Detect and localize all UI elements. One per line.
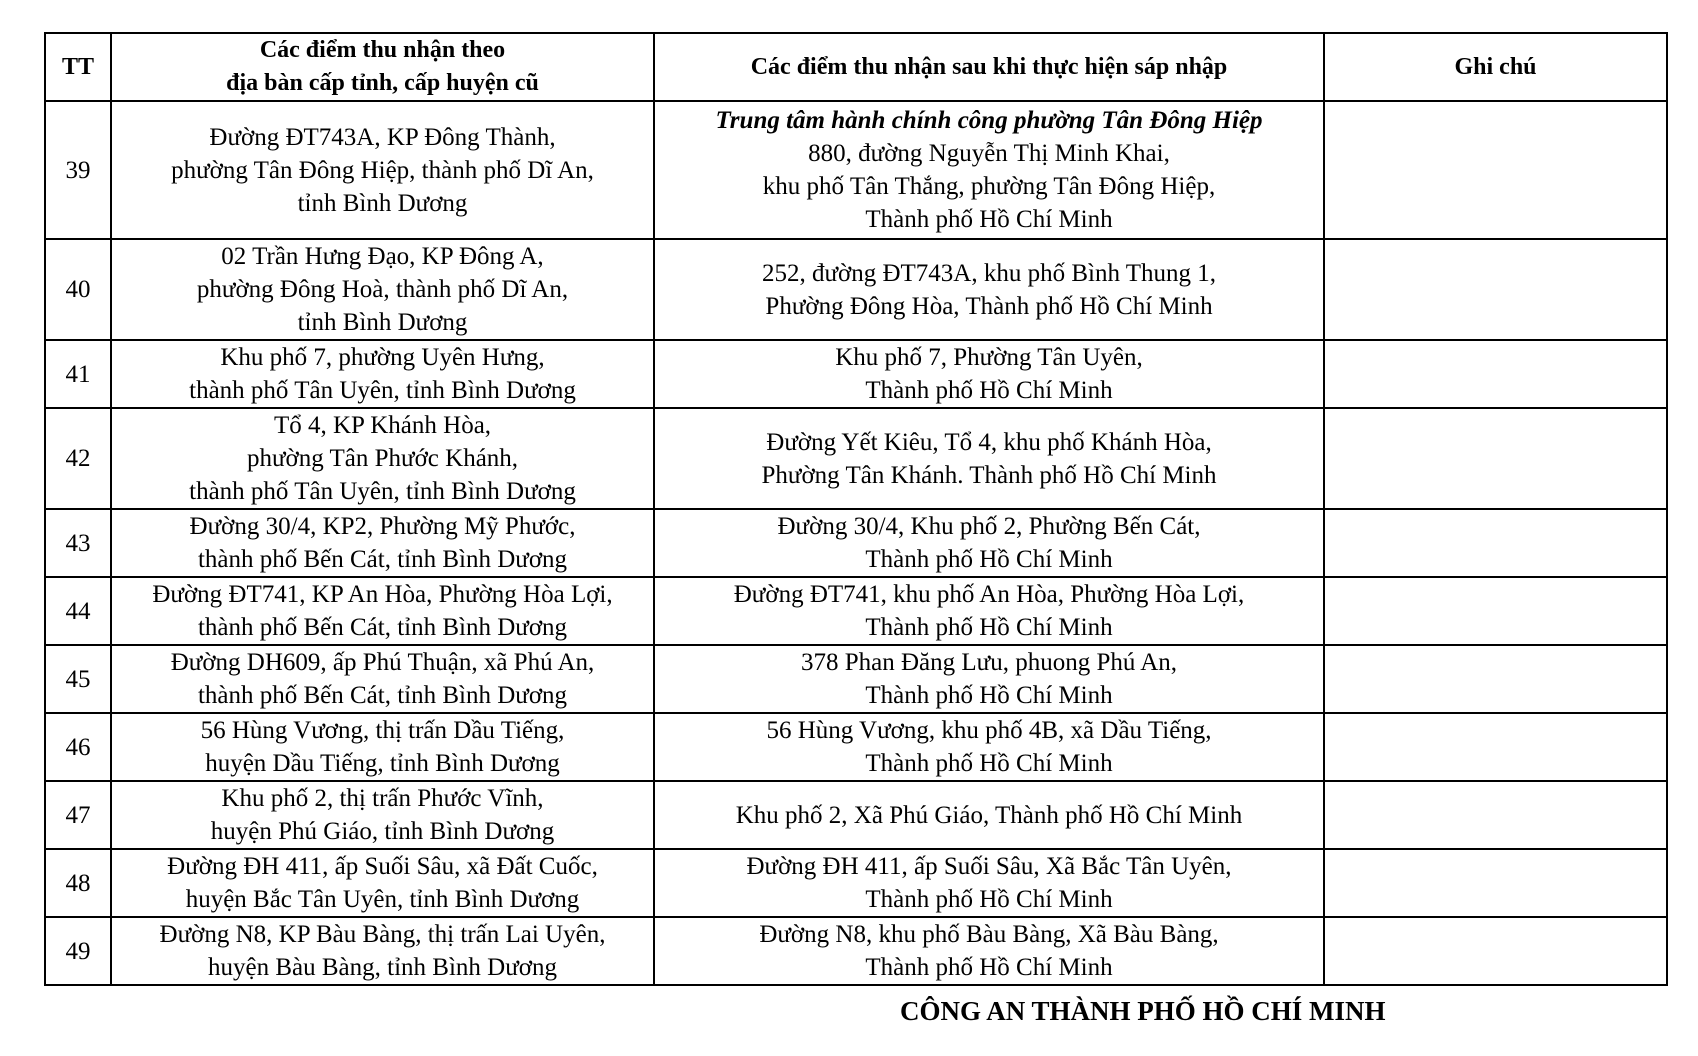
old-address-line: Đường N8, KP Bàu Bàng, thị trấn Lai Uyên, xyxy=(159,921,606,948)
note-cell xyxy=(1324,849,1667,917)
old-address-line: thành phố Tân Uyên, tỉnh Bình Dương xyxy=(189,377,576,404)
table-row xyxy=(45,849,1667,917)
new-address xyxy=(654,239,1324,340)
row-number: 41 xyxy=(45,340,111,408)
note-cell xyxy=(1324,917,1667,985)
note-cell xyxy=(1324,713,1667,781)
new-address-line: Thành phố Hồ Chí Minh xyxy=(865,954,1113,981)
row-number: 40 xyxy=(45,239,111,340)
old-address-line: Khu phố 7, phường Uyên Hưng, xyxy=(220,344,545,371)
header-old-points xyxy=(111,33,654,101)
note-cell xyxy=(1324,239,1667,340)
old-address-line: phường Tân Phước Khánh, xyxy=(246,445,519,472)
row-number: 49 xyxy=(45,917,111,985)
new-address-line: Thành phố Hồ Chí Minh xyxy=(865,886,1113,913)
row-number: 39 xyxy=(45,101,111,239)
signature-authority: CÔNG AN THÀNH PHỐ HỒ CHÍ MINH xyxy=(900,996,1386,1026)
table-row xyxy=(45,239,1667,340)
old-address-line: huyện Dầu Tiếng, tỉnh Bình Dương xyxy=(205,750,560,777)
note-cell xyxy=(1324,781,1667,849)
old-address-line: Đường ĐT743A, KP Đông Thành, xyxy=(209,123,556,151)
row-number: 47 xyxy=(45,781,111,849)
table-row xyxy=(45,917,1667,985)
new-address-line: Đường 30/4, Khu phố 2, Phường Bến Cát, xyxy=(777,513,1201,540)
new-address-line: 56 Hùng Vương, khu phố 4B, xã Dầu Tiếng, xyxy=(766,717,1212,744)
note-cell xyxy=(1324,509,1667,577)
old-address-line: tỉnh Bình Dương xyxy=(297,309,468,336)
old-address xyxy=(111,340,654,408)
row-number: 45 xyxy=(45,645,111,713)
old-address-line: Đường 30/4, KP2, Phường Mỹ Phước, xyxy=(189,513,576,540)
old-address xyxy=(111,645,654,713)
table-row xyxy=(45,577,1667,645)
old-address xyxy=(111,239,654,340)
new-address-line: Đường N8, khu phố Bàu Bàng, Xã Bàu Bàng, xyxy=(759,921,1219,948)
row-number: 46 xyxy=(45,713,111,781)
new-address xyxy=(654,101,1324,239)
new-address-line: Thành phố Hồ Chí Minh xyxy=(865,614,1113,641)
new-address-line: Khu phố 2, Xã Phú Giáo, Thành phố Hồ Chí Minh xyxy=(735,801,1243,829)
header-tt: TT xyxy=(45,33,111,101)
note-cell xyxy=(1324,408,1667,509)
new-address-line: 880, đường Nguyễn Thị Minh Khai, xyxy=(808,140,1170,167)
table-row xyxy=(45,509,1667,577)
row-number: 42 xyxy=(45,408,111,509)
old-address-line: Đường DH609, ấp Phú Thuận, xã Phú An, xyxy=(170,649,595,676)
new-address xyxy=(654,849,1324,917)
table-row xyxy=(45,101,1667,239)
new-address xyxy=(654,408,1324,509)
old-address xyxy=(111,713,654,781)
new-address-line: Thành phố Hồ Chí Minh xyxy=(865,546,1113,573)
header-old-line: Các điểm thu nhận theo xyxy=(259,37,506,63)
new-address-line: 252, đường ĐT743A, khu phố Bình Thung 1, xyxy=(761,259,1217,287)
new-address-line: 378 Phan Đăng Lưu, phuong Phú An, xyxy=(800,649,1178,676)
table-row xyxy=(45,781,1667,849)
old-address xyxy=(111,917,654,985)
new-address-line: Thành phố Hồ Chí Minh xyxy=(865,206,1113,233)
new-address xyxy=(654,340,1324,408)
old-address xyxy=(111,849,654,917)
table-row xyxy=(45,340,1667,408)
header-row xyxy=(45,33,1667,101)
old-address-line: Tổ 4, KP Khánh Hòa, xyxy=(273,412,492,439)
new-address-line: Phường Đông Hòa, Thành phố Hồ Chí Minh xyxy=(765,292,1213,320)
header-note: Ghi chú xyxy=(1324,33,1667,101)
new-address-line: Đường Yết Kiêu, Tổ 4, khu phố Khánh Hòa, xyxy=(766,428,1212,456)
new-address xyxy=(654,645,1324,713)
new-address xyxy=(654,917,1324,985)
header-new-points xyxy=(654,33,1324,101)
old-address-line: huyện Bắc Tân Uyên, tỉnh Bình Dương xyxy=(185,886,580,913)
new-address-line: Phường Tân Khánh. Thành phố Hồ Chí Minh xyxy=(761,461,1217,489)
old-address xyxy=(111,101,654,239)
note-cell xyxy=(1324,645,1667,713)
header-new-line: Các điểm thu nhận sau khi thực hiện sáp nhập xyxy=(750,53,1228,80)
new-address-line: Đường ĐH 411, ấp Suối Sâu, Xã Bắc Tân Uyên, xyxy=(746,853,1232,880)
new-address xyxy=(654,509,1324,577)
old-address xyxy=(111,577,654,645)
old-address-line: Đường ĐH 411, ấp Suối Sâu, xã Đất Cuốc, xyxy=(167,853,598,880)
note-cell xyxy=(1324,577,1667,645)
old-address xyxy=(111,509,654,577)
new-address-line: Khu phố 7, Phường Tân Uyên, xyxy=(835,344,1143,371)
address-table xyxy=(44,32,1668,986)
header-old-line: địa bàn cấp tỉnh, cấp huyện cũ xyxy=(226,70,539,96)
new-address-line: Thành phố Hồ Chí Minh xyxy=(865,750,1113,777)
row-number: 44 xyxy=(45,577,111,645)
old-address-line: huyện Phú Giáo, tỉnh Bình Dương xyxy=(210,818,555,845)
new-address xyxy=(654,577,1324,645)
old-address-line: Khu phố 2, thị trấn Phước Vĩnh, xyxy=(221,785,544,812)
old-address-line: phường Tân Đông Hiệp, thành phố Dĩ An, xyxy=(171,156,594,184)
new-address xyxy=(654,781,1324,849)
old-address-line: 56 Hùng Vương, thị trấn Dầu Tiếng, xyxy=(200,717,565,744)
row-number: 43 xyxy=(45,509,111,577)
old-address-line: thành phố Bến Cát, tỉnh Bình Dương xyxy=(197,546,568,573)
new-address-line: Thành phố Hồ Chí Minh xyxy=(865,682,1113,709)
note-cell xyxy=(1324,340,1667,408)
old-address-line: huyện Bàu Bàng, tỉnh Bình Dương xyxy=(208,954,557,981)
old-address xyxy=(111,781,654,849)
table-row xyxy=(45,645,1667,713)
old-address-line: tỉnh Bình Dương xyxy=(297,189,468,217)
new-address-line: Thành phố Hồ Chí Minh xyxy=(865,377,1113,404)
old-address-line: thành phố Tân Uyên, tỉnh Bình Dương xyxy=(189,478,576,505)
new-address-title: Trung tâm hành chính công phường Tân Đông Hiệp xyxy=(715,107,1263,134)
old-address-line: Đường ĐT741, KP An Hòa, Phường Hòa Lợi, xyxy=(152,581,613,608)
new-address xyxy=(654,713,1324,781)
row-number: 48 xyxy=(45,849,111,917)
table-row xyxy=(45,713,1667,781)
old-address-line: thành phố Bến Cát, tỉnh Bình Dương xyxy=(197,614,568,641)
table-row xyxy=(45,408,1667,509)
note-cell xyxy=(1324,101,1667,239)
old-address-line: 02 Trần Hưng Đạo, KP Đông A, xyxy=(221,243,544,270)
old-address xyxy=(111,408,654,509)
new-address-line: Đường ĐT741, khu phố An Hòa, Phường Hòa Lợi, xyxy=(733,581,1245,608)
old-address-line: phường Đông Hoà, thành phố Dĩ An, xyxy=(196,276,569,303)
old-address-line: thành phố Bến Cát, tỉnh Bình Dương xyxy=(197,682,568,709)
new-address-line: khu phố Tân Thắng, phường Tân Đông Hiệp, xyxy=(762,173,1216,200)
